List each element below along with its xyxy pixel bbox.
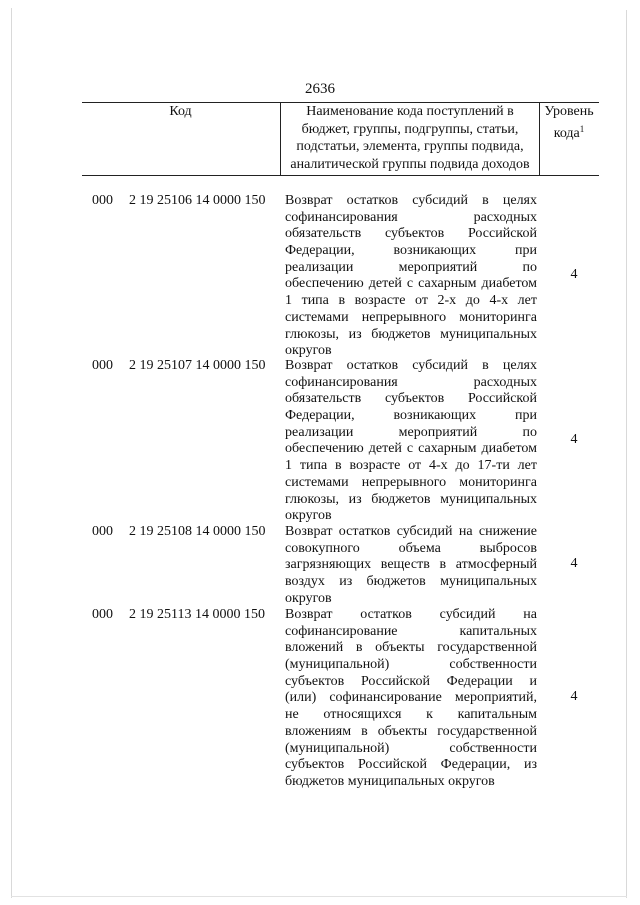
row-level: 4 xyxy=(570,432,578,447)
header-name-line: аналитической группы подвида доходов xyxy=(290,156,530,172)
row-name: Возврат остатков субсидий на софинансирование капитальных вложений в объекты государственной (муниципальной) собственности субъектов Российской Федерации и (или) софинансирование мероприятий, не относящихся к капитальным вложениям в объекты государственной (муниципальной) собственности субъектов Российской Федерации, из бюджетов муниципальных округов xyxy=(285,607,537,789)
scan-edge-right xyxy=(626,10,627,898)
scan-edge-left xyxy=(11,8,12,898)
row-admin-code: 000 xyxy=(92,524,113,539)
scan-edge-bottom xyxy=(11,896,627,897)
row-admin-code: 000 xyxy=(92,607,113,622)
row-income-code: 2 19 25106 14 0000 150 xyxy=(129,193,266,208)
header-name-line: Наименование кода поступлений в xyxy=(306,104,514,119)
row-income-code: 2 19 25108 14 0000 150 xyxy=(129,524,266,539)
row-admin-code: 000 xyxy=(92,193,113,208)
header-code-label: Код xyxy=(169,104,192,119)
row-admin-code: 000 xyxy=(92,358,113,373)
row-level: 4 xyxy=(570,689,578,704)
header-name xyxy=(280,103,540,175)
row-level: 4 xyxy=(570,556,578,571)
row-name: Возврат остатков субсидий в целях софинансирования расходных обязательств субъектов Российской Федерации, возникающих при реализации мероприятий по обеспечению детей с сахарным диабетом 1 типа в возрасте от 2-х до 4-х лет системами непрерывного мониторинга глюкозы, из бюджетов муниципальных округов xyxy=(285,193,537,359)
row-income-code: 2 19 25113 14 0000 150 xyxy=(129,607,265,622)
row-name: Возврат остатков субсидий на снижение совокупного объема выбросов загрязняющих веществ в атмосферный воздух из бюджетов муниципальных округов xyxy=(285,524,537,606)
header-code xyxy=(82,103,279,175)
header-level xyxy=(539,103,599,175)
header-level-line2: кода$^1$ xyxy=(553,123,585,141)
page-number: 2636 xyxy=(305,81,335,97)
row-income-code: 2 19 25107 14 0000 150 xyxy=(129,358,266,373)
header-name-line: подстатьи, элемента, группы подвида, xyxy=(296,139,524,154)
row-name: Возврат остатков субсидий в целях софинансирования расходных обязательств субъектов Российской Федерации, возникающих при реализации мероприятий по обеспечению детей с сахарным диабетом 1 типа в возрасте от 4-х до 17-ти лет системами непрерывного мониторинга глюкозы, из бюджетов муниципальных округов xyxy=(285,358,537,524)
header-name-line: бюджет, группы, подгруппы, статьи, xyxy=(301,121,519,137)
header-level-footnote: 1 xyxy=(579,123,585,134)
header-level-line1: Уровень xyxy=(544,104,594,119)
table-header xyxy=(82,102,599,176)
row-level: 4 xyxy=(570,267,578,282)
